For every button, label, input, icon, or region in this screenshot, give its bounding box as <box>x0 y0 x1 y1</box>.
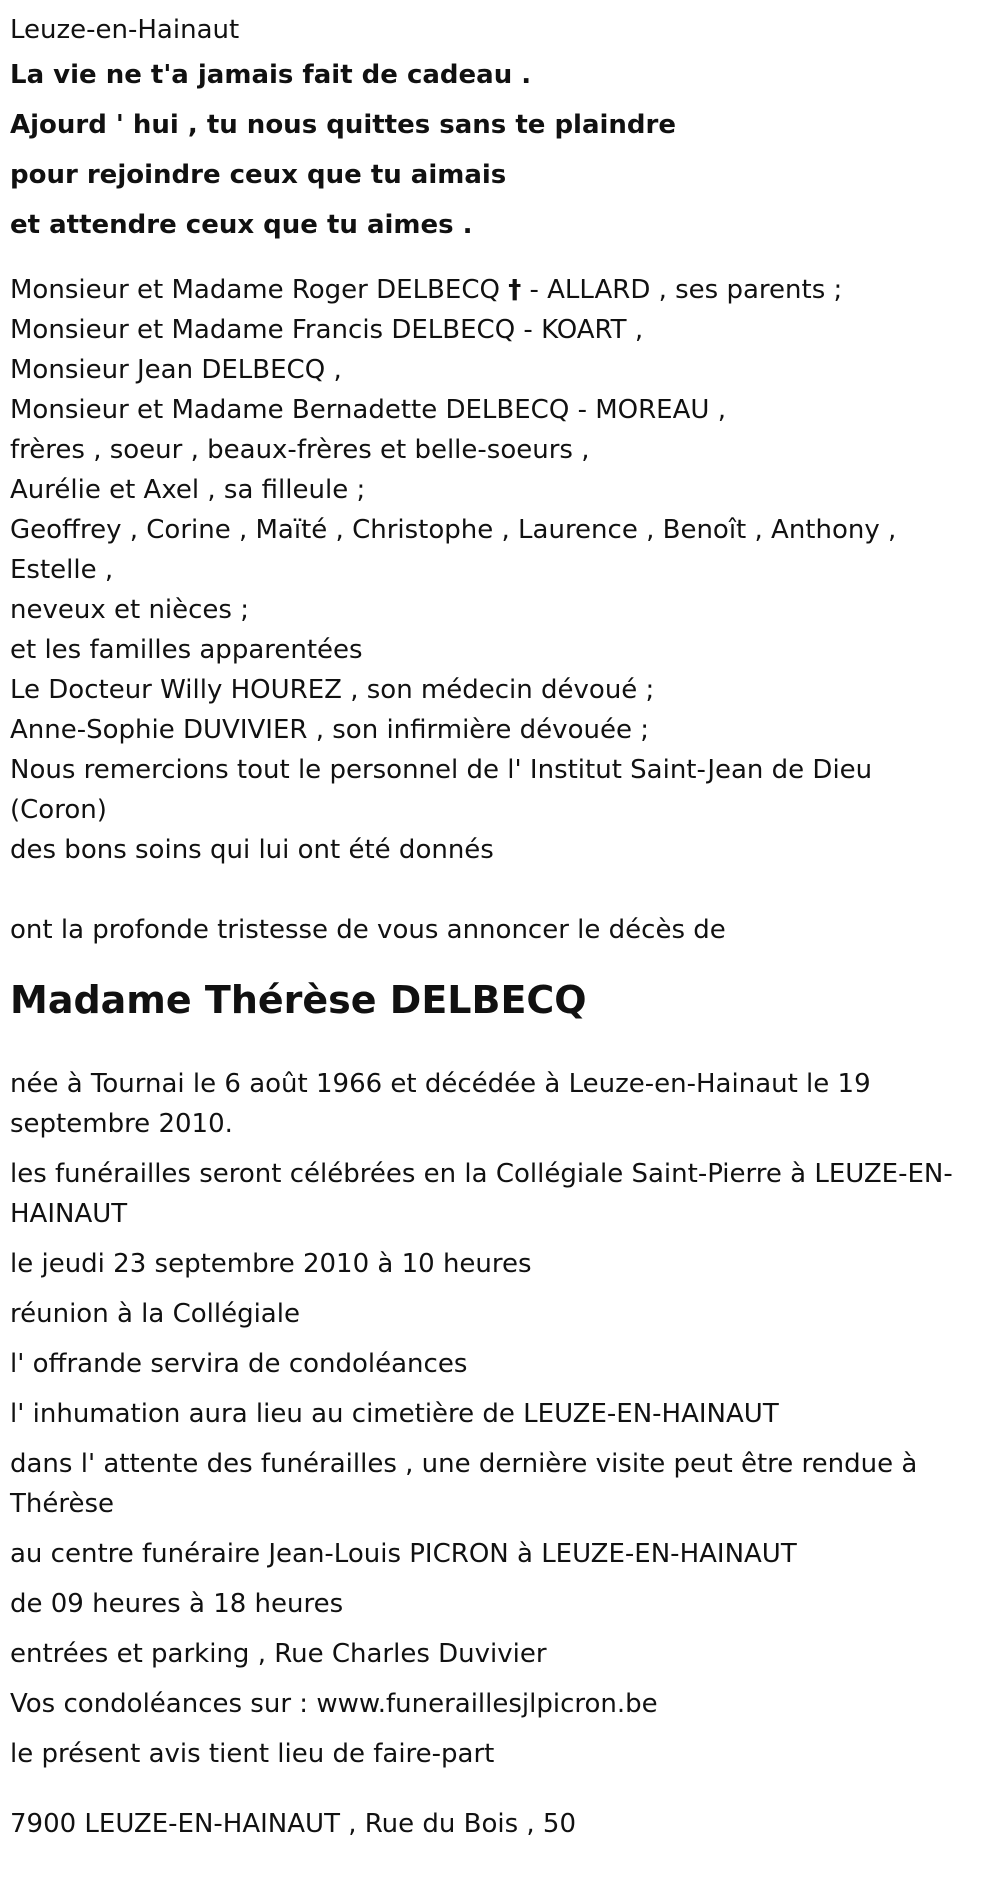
detail-line: entrées et parking , Rue Charles Duvivier <box>10 1639 547 1669</box>
detail-line: réunion à la Collégiale <box>10 1299 300 1329</box>
place-name: Leuze-en-Hainaut <box>10 15 240 45</box>
family-line: des bons soins qui lui ont été donnés <box>10 835 494 865</box>
poem-line: pour rejoindre ceux que tu aimais <box>10 160 507 190</box>
funeral-details <box>10 1064 970 1774</box>
poem-line: La vie ne t'a jamais fait de cadeau . <box>10 60 532 90</box>
spacer <box>10 870 970 910</box>
detail-line-condolences: Vos condoléances sur : www.funeraillesjlpicron.be <box>10 1689 658 1719</box>
poem-line: et attendre ceux que tu aimes . <box>10 210 473 240</box>
announcement-text: ont la profonde tristesse de vous annoncer le décès de <box>10 915 726 945</box>
family-line: Le Docteur Willy HOUREZ , son médecin dévoué ; <box>10 675 655 705</box>
detail-line: l' offrande servira de condoléances <box>10 1349 468 1379</box>
family-line-parents <box>10 270 970 310</box>
family-line: Monsieur Jean DELBECQ , <box>10 355 342 385</box>
detail-line: le présent avis tient lieu de faire-part <box>10 1739 495 1769</box>
detail-line: de 09 heures à 18 heures <box>10 1589 344 1619</box>
detail-line: au centre funéraire Jean-Louis PICRON à LEUZE-EN-HAINAUT <box>10 1539 797 1569</box>
family-line: Anne-Sophie DUVIVIER , son infirmière dévouée ; <box>10 715 649 745</box>
family-line: Nous remercions tout le personnel de l' Institut Saint-Jean de Dieu (Coron) <box>10 755 873 825</box>
detail-line: l' inhumation aura lieu au cimetière de LEUZE-EN-HAINAUT <box>10 1399 779 1429</box>
parents-text-before: Monsieur et Madame Roger DELBECQ <box>10 275 509 305</box>
family-line: et les familles apparentées <box>10 635 363 665</box>
family-line: Geoffrey , Corine , Maïté , Christophe , Laurence , Benoît , Anthony , Estelle , <box>10 515 897 585</box>
family-line: neveux et nièces ; <box>10 595 250 625</box>
cross-icon: † <box>508 275 522 305</box>
detail-line: dans l' attente des funérailles , une dernière visite peut être rendue à Thérèse <box>10 1449 918 1519</box>
family-line: Monsieur et Madame Bernadette DELBECQ - MOREAU , <box>10 395 726 425</box>
detail-line: le jeudi 23 septembre 2010 à 10 heures <box>10 1249 532 1279</box>
detail-line: née à Tournai le 6 août 1966 et décédée à Leuze-en-Hainaut le 19 septembre 2010. <box>10 1069 871 1139</box>
parents-text-after: - ALLARD , ses parents ; <box>521 275 843 305</box>
family-line: frères , soeur , beaux-frères et belle-soeurs , <box>10 435 590 465</box>
poem-line: Ajourd ' hui , tu nous quittes sans te plaindre <box>10 110 676 140</box>
detail-line: les funérailles seront célébrées en la Collégiale Saint-Pierre à LEUZE-EN-HAINAUT <box>10 1159 953 1229</box>
family-line: Aurélie et Axel , sa filleule ; <box>10 475 366 505</box>
address: 7900 LEUZE-EN-HAINAUT , Rue du Bois , 50 <box>10 1809 577 1839</box>
family-list <box>10 270 970 870</box>
deceased-name: Madame Thérèse DELBECQ <box>10 978 587 1022</box>
poem <box>10 50 970 250</box>
family-line: Monsieur et Madame Francis DELBECQ - KOART , <box>10 315 644 345</box>
